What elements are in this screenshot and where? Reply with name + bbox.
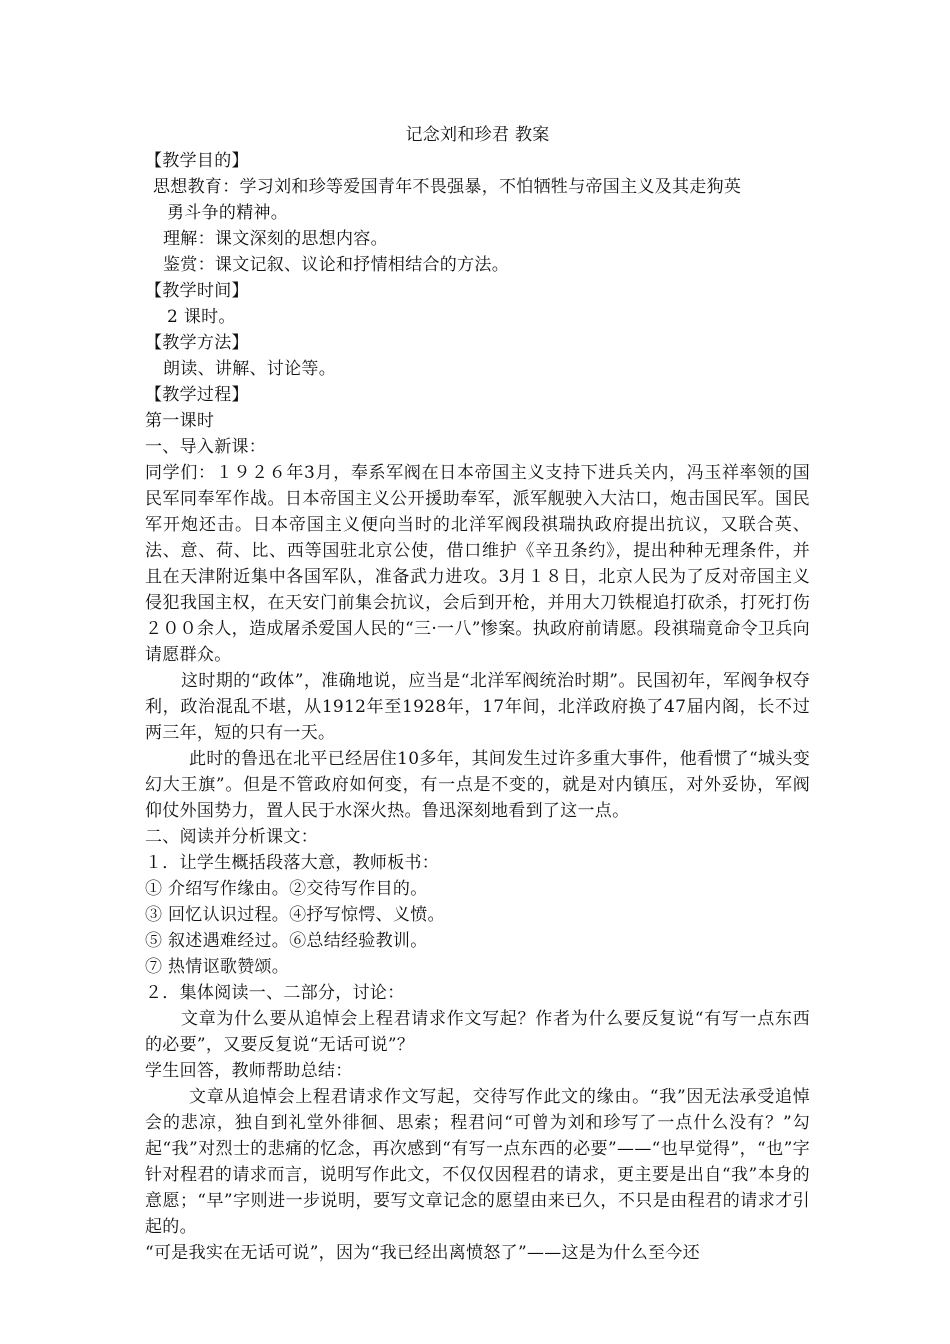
time-heading: 【教学时间】	[145, 281, 249, 301]
page-title: 记念刘和珍君 教案	[405, 125, 550, 145]
luxun-paragraph: 此时的鲁迅在北平已经居住10多年，其间发生过许多重大事件，他看惯了“城头变幻大王旗”。但是不管政府如何变，有一点是不变的，就是对内镇压，对外妥协，军阀仰仗外国势力，置人民于水深火热。鲁迅深刻地看到了这一点。	[145, 749, 810, 821]
intro-paragraph: 同学们：１９２６年3月，奉系军阀在日本帝国主义支持下进兵关内，冯玉祥率领的国民军同奉军作战。日本帝国主义公开援助奉军，派军舰驶入大沽口，炮击国民军。国民军开炮还击。日本帝国主义便向当时的北洋军阀段祺瑞执政府提出抗议，又联合英、法、意、荷、比、西等国驻北京公使，借口维护《辛丑条约》，提出种种无理条件，并且在天津附近集中各国军队，准备武力进攻。3月１８日，北京人民为了反对帝国主义侵犯我国主权，在天安门前集会抗议，会后到开枪，并用大刀铁棍追打砍杀，打死打伤２００余人，造成屠杀爱国人民的“三·一八”惨案。执政府前请愿。段祺瑞竟命令卫兵向请愿群众。	[145, 463, 810, 665]
reading-heading: 二、阅读并分析课文：	[145, 827, 318, 847]
answer-heading: 学生回答，教师帮助总结：	[145, 1061, 353, 1081]
objectives-heading: 【教学目的】	[145, 151, 249, 171]
objective-line: 理解：课文深刻的思想内容。	[163, 229, 388, 249]
method-heading: 【教学方法】	[145, 333, 249, 353]
process-heading: 【教学过程】	[145, 385, 249, 405]
objective-line: 鉴赏：课文记叙、议论和抒情相结合的方法。	[163, 255, 509, 275]
outline-line: ⑤ 叙述遇难经过。⑥总结经验教训。	[145, 931, 428, 951]
lesson-label: 第一课时	[145, 411, 215, 431]
method-text: 朗读、讲解、讨论等。	[163, 359, 336, 379]
outline-line: ③ 回忆认识过程。④抒写惊愕、义愤。	[145, 905, 445, 925]
answer-paragraph: 文章从追悼会上程君请求作文写起，交待写作此文的缘由。“我”因无法承受追悼会的悲凉，独自到礼堂外徘徊、思索；程君问“可曾为刘和珍写了一点什么没有？”勾起“我”对烈士的悲痛的忆念，再次感到“有写一点东西的必要”——“也早觉得”，“也”字针对程君的请求而言，说明写作此文，不仅仅因程君的请求，更主要是出自“我”本身的意愿；“早”字则进一步说明，要写文章记念的愿望由来已久，不只是由程君的请求才引起的。	[145, 1087, 810, 1237]
objective-line: 思想教育：学习刘和珍等爱国青年不畏强暴，不怕牺牲与帝国主义及其走狗英	[153, 177, 742, 197]
objective-line: 勇斗争的精神。	[167, 203, 289, 223]
last-line: “可是我实在无话可说”，因为“我已经出离愤怒了”——这是为什么至今还	[145, 1243, 700, 1263]
time-text: 2 课时。	[167, 307, 236, 327]
document-page	[145, 122, 810, 1266]
era-paragraph: 这时期的“政体”，准确地说，应当是“北洋军阀统治时期”。民国初年，军阀争权夺利，政治混乱不堪，从1912年至1928年，17年间，北洋政府换了47届内阁，长不过两三年，短的只有一天。	[145, 671, 810, 743]
outline-line: ⑦ 热情讴歌赞颂。	[145, 957, 290, 977]
step-two: ２．集体阅读一、二部分，讨论：	[145, 983, 405, 1003]
outline-line: ① 介绍写作缘由。②交待写作目的。	[145, 879, 428, 899]
intro-heading: 一、导入新课：	[145, 437, 267, 457]
question-paragraph: 文章为什么要从追悼会上程君请求作文写起？作者为什么要反复说“有写一点东西的必要”，又要反复说“无话可说”？	[145, 1009, 810, 1055]
step-one: １．让学生概括段落大意，教师板书：	[145, 853, 440, 873]
